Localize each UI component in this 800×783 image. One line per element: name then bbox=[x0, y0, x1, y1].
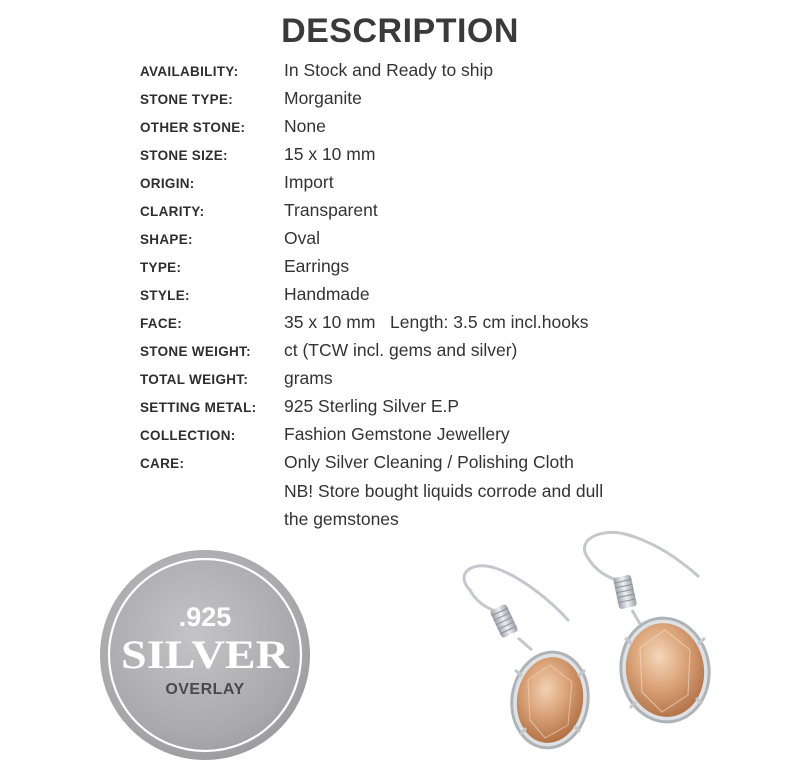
silver-overlay-badge bbox=[98, 548, 312, 762]
spec-value: Fashion Gemstone Jewellery bbox=[284, 424, 510, 444]
spec-value: grams bbox=[284, 368, 333, 388]
care-note-line-1: NB! Store bought liquids corrode and dull bbox=[284, 481, 604, 501]
badge-metal: SILVER bbox=[121, 632, 291, 677]
spec-value: Transparent bbox=[284, 200, 378, 220]
spec-label: CLARITY: bbox=[140, 204, 205, 219]
spec-label: SETTING METAL: bbox=[140, 400, 257, 415]
spec-label: OTHER STONE: bbox=[140, 120, 246, 135]
spec-label: TYPE: bbox=[140, 260, 182, 275]
spec-label: STONE TYPE: bbox=[140, 92, 234, 107]
spec-value: Oval bbox=[284, 228, 320, 248]
right-earring bbox=[584, 532, 715, 727]
spec-label: ORIGIN: bbox=[140, 176, 195, 191]
spec-value: Handmade bbox=[284, 284, 370, 304]
left-earring bbox=[464, 566, 594, 753]
spec-label: SHAPE: bbox=[140, 232, 193, 247]
page-title: DESCRIPTION bbox=[281, 12, 519, 50]
spec-value: Morganite bbox=[284, 88, 362, 108]
spec-label: FACE: bbox=[140, 316, 182, 331]
badge-number: .925 bbox=[178, 602, 232, 632]
spec-value: Import bbox=[284, 172, 334, 192]
spec-value: Earrings bbox=[284, 256, 350, 276]
earrings-product-image bbox=[440, 520, 760, 760]
spec-label: STYLE: bbox=[140, 288, 190, 303]
care-note-line-2: the gemstones bbox=[284, 509, 399, 529]
spec-value: 15 x 10 mm bbox=[284, 144, 376, 164]
spec-value: 925 Sterling Silver E.P bbox=[284, 396, 460, 416]
spec-label: CARE: bbox=[140, 456, 185, 471]
badge-type: OVERLAY bbox=[165, 681, 245, 698]
spec-value: In Stock and Ready to ship bbox=[284, 60, 494, 80]
spec-label: COLLECTION: bbox=[140, 428, 236, 443]
spec-label: TOTAL WEIGHT: bbox=[140, 372, 249, 387]
spec-value: Only Silver Cleaning / Polishing Cloth bbox=[284, 452, 574, 472]
spec-value: ct (TCW incl. gems and silver) bbox=[284, 340, 518, 360]
spec-label: AVAILABILITY: bbox=[140, 64, 239, 79]
spec-label: STONE SIZE: bbox=[140, 148, 228, 163]
spec-value: None bbox=[284, 116, 326, 136]
spec-label: STONE WEIGHT: bbox=[140, 344, 251, 359]
spec-value: 35 x 10 mm Length: 3.5 cm incl.hooks bbox=[284, 312, 589, 332]
